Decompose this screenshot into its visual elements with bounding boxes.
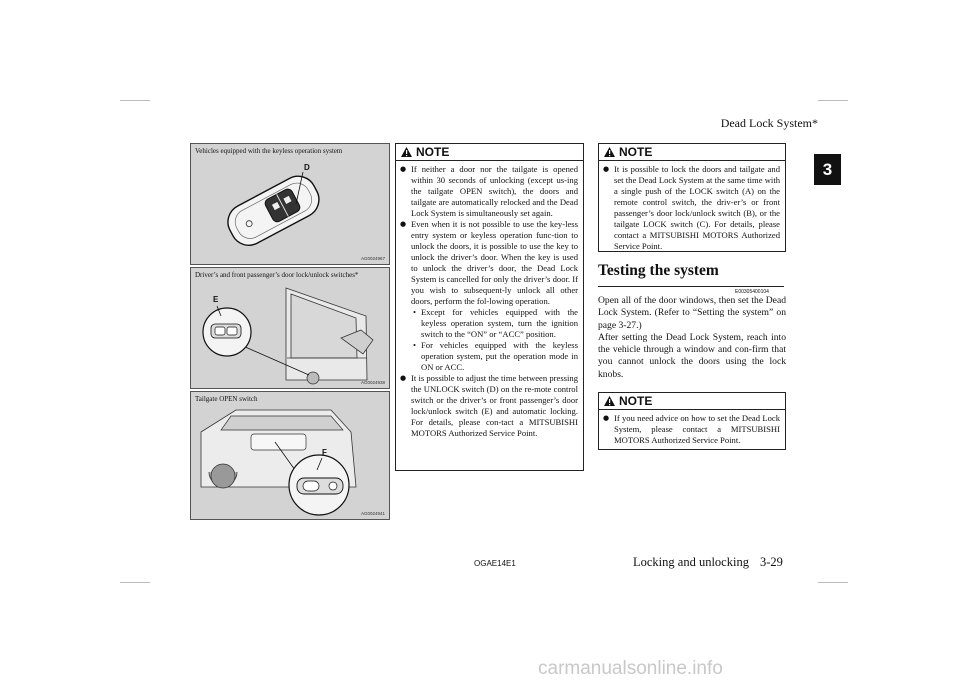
note-label: NOTE <box>619 394 653 408</box>
note-bullet <box>603 164 780 252</box>
warning-icon <box>400 146 413 158</box>
footer-code: OGAE14E1 <box>474 559 516 568</box>
header-title: Dead Lock System* <box>720 116 818 130</box>
subbullet-marker: • <box>413 340 417 350</box>
figure-code: AG0024967 <box>360 256 385 261</box>
crop-mark <box>120 100 150 101</box>
note-bullet-text: It is possible to lock the doors and tailgate and set the Dead Lock System at the same time with a single push of the LOCK switch (A) on the remote control switch, the driv-er’s or front passenger’s door lock/unlock switch (B), or the tailgate LOCK switch (C). For details, please contact a MITSUBISHI MOTORS Authorized Service Point. <box>614 164 780 251</box>
watermark: carmanualsonline.info <box>538 658 723 679</box>
figure-tailgate-switch <box>190 391 390 520</box>
section-title: Testing the system <box>598 262 719 279</box>
note-subbullet-text: For vehicles equipped with the keyless operation system, put the operation mode in ON or ACC. <box>421 340 578 372</box>
figure-caption: Vehicles equipped with the keyless operation system <box>195 147 343 155</box>
figure-code: AG0024941 <box>360 511 385 516</box>
callout-label: D <box>304 163 310 172</box>
note-bullet-text: If neither a door nor the tailgate is opened within 30 seconds of unlocking (except us-ing the tailgate OPEN switch), the doors and tailgate are automatically relocked and the Dead Lock System is simultaneously set again. <box>411 164 578 218</box>
figure-caption: Tailgate OPEN switch <box>195 395 258 403</box>
crop-mark <box>818 100 848 101</box>
page-number: 3-29 <box>760 555 783 569</box>
crop-mark <box>120 582 150 583</box>
section-body <box>598 295 786 381</box>
note-subbullet-text: Except for vehicles equipped with the keyless operation system, turn the ignition switch to the “ON” or “ACC” position. <box>421 307 578 339</box>
figure-door-switches <box>190 267 390 389</box>
crop-mark <box>818 582 848 583</box>
note-bullet-text: If you need advice on how to set the Dead Lock System, please contact a MITSUBISHI MOTORS Authorized Service Point. <box>614 413 780 445</box>
warning-icon <box>603 395 616 407</box>
note-header <box>396 144 583 160</box>
paragraph: After setting the Dead Lock System, reach into the vehicle through a window and con-firm that you cannot unlock the doors using the lock knobs. <box>598 331 786 380</box>
callout-label: E <box>213 295 219 304</box>
note-bullet <box>400 373 578 439</box>
door-switch-illustration <box>191 268 389 388</box>
bullet-marker: ● <box>400 220 407 228</box>
note-subbullet <box>400 307 578 340</box>
bullet-marker: ● <box>603 414 610 422</box>
note-bullet-text: Even when it is not possible to use the key-less entry system or keyless operation func-tion to unlock the doors, it is possible to use the key to unlock the driver’s door. When the key is used to unlock the driver’s door, the Dead Lock System is cancelled for only the driver’s door. If you wish to subsequent-ly unlock all other doors, perform the fol-lowing operation. <box>411 219 578 306</box>
note-box <box>395 143 584 471</box>
note-box <box>598 392 786 450</box>
note-bullet <box>400 219 578 307</box>
figure-caption: Driver’s and front passenger’s door lock/unlock switches* <box>195 271 359 279</box>
subbullet-marker: • <box>413 307 417 317</box>
chapter-tab: 3 <box>814 154 841 185</box>
note-label: NOTE <box>619 145 653 159</box>
paragraph: Open all of the door windows, then set the Dead Lock System. (Refer to “Setting the system” on page 3-27.) <box>598 295 786 331</box>
tailgate-illustration <box>191 392 389 519</box>
note-label: NOTE <box>416 145 450 159</box>
section-code: E00305400104 <box>735 289 769 295</box>
divider <box>598 286 784 287</box>
note-box <box>598 143 786 252</box>
note-header <box>599 144 785 160</box>
note-bullet <box>603 413 780 446</box>
note-bullet <box>400 164 578 219</box>
bullet-marker: ● <box>400 165 407 173</box>
note-subbullet <box>400 340 578 373</box>
warning-icon <box>603 146 616 158</box>
bullet-marker: ● <box>603 165 610 173</box>
bullet-marker: ● <box>400 374 407 382</box>
note-bullet-text: It is possible to adjust the time between pressing the UNLOCK switch (D) on the re-mote control switch or the driver’s or front passenger’s door lock/unlock switch (E) and automatic locking. For details, please con-tact a MITSUBISHI MOTORS Authorized Service Point. <box>411 373 578 438</box>
footer-section: Locking and unlocking <box>633 555 749 569</box>
callout-label: F <box>322 448 327 457</box>
figure-keyless-fob <box>190 143 390 265</box>
figure-code: AG0024938 <box>360 380 385 385</box>
note-header <box>599 393 785 409</box>
key-fob-illustration <box>191 144 389 264</box>
